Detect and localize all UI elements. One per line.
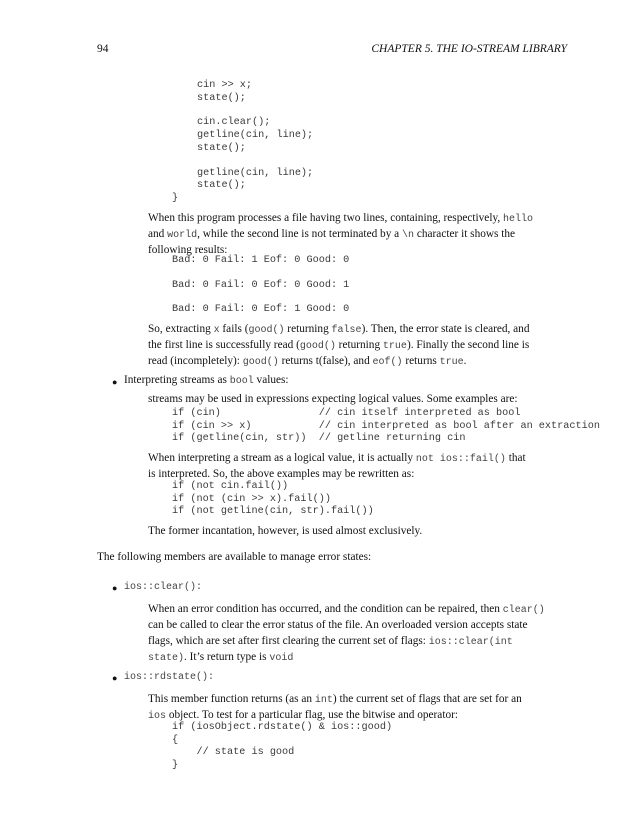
paragraph-line: So, extracting x fails (good() returning false). Then, the error state is cleared, and: [148, 323, 530, 336]
paragraph-line: When this program processes a file having two lines, containing, respectively, hello: [148, 212, 534, 225]
page-number: 94: [97, 43, 109, 55]
paragraph-line: state). It’s return type is void: [148, 651, 294, 664]
paragraph-line: flags, which are set after first clearing the current set of flags: ios::clear(int: [148, 635, 513, 648]
bullet-item: ios::rdstate():: [124, 672, 215, 683]
paragraph-line: read (incompletely): good() returns t(false), and eof() returns true.: [148, 355, 467, 368]
code-line: if (getline(cin, str)) // getline returning cin: [172, 433, 466, 444]
bullet-icon: ●: [112, 673, 118, 683]
code-line: getline(cin, line);: [197, 168, 314, 179]
code-line: }: [172, 760, 179, 771]
bullet-icon: ●: [112, 583, 118, 593]
paragraph-line: streams may be used in expressions expecting logical values. Some examples are:: [148, 393, 518, 405]
result-line: Bad: 0 Fail: 1 Eof: 0 Good: 0: [172, 255, 350, 266]
code-line: if (not getline(cin, str).fail()): [172, 506, 374, 517]
code-line: if (cin >> x) // cin interpreted as bool after an extraction: [172, 421, 600, 432]
code-line: if (not (cin >> x).fail()): [172, 494, 331, 505]
paragraph-line: following results:: [148, 244, 228, 256]
code-line: if (not cin.fail()): [172, 481, 289, 492]
code-line: state();: [197, 93, 246, 104]
code-line: getline(cin, line);: [197, 130, 314, 141]
paragraph-line: is interpreted. So, the above examples may be rewritten as:: [148, 468, 415, 480]
paragraph-line: and world, while the second line is not terminated by a \n character it shows the: [148, 228, 516, 241]
code-line: if (cin) // cin itself interpreted as bool: [172, 408, 521, 419]
code-line: // state is good: [172, 747, 295, 758]
code-line: }: [172, 193, 179, 204]
paragraph-line: ios object. To test for a particular flag, use the bitwise and operator:: [148, 709, 459, 722]
paragraph-line: When an error condition has occurred, and the condition can be repaired, then clear(): [148, 603, 545, 616]
code-line: cin.clear();: [197, 117, 271, 128]
code-line: cin >> x;: [197, 80, 253, 91]
code-line: state();: [197, 143, 246, 154]
paragraph-line: The following members are available to manage error states:: [97, 551, 372, 563]
paragraph-line: When interpreting a stream as a logical value, it is actually not ios::fail() that: [148, 452, 526, 465]
bullet-item: Interpreting streams as bool values:: [124, 374, 289, 387]
bullet-icon: ●: [112, 377, 118, 387]
paragraph-line: The former incantation, however, is used almost exclusively.: [148, 525, 423, 537]
paragraph-line: the first line is successfully read (good() returning true). Finally the second line is: [148, 339, 530, 352]
paragraph-line: can be called to clear the error status of the file. An overloaded version accepts state: [148, 619, 528, 631]
bullet-item: ios::clear():: [124, 582, 203, 593]
code-line: {: [172, 735, 179, 746]
result-line: Bad: 0 Fail: 0 Eof: 0 Good: 1: [172, 280, 350, 291]
result-line: Bad: 0 Fail: 0 Eof: 1 Good: 0: [172, 304, 350, 315]
chapter-title: CHAPTER 5. THE IO-STREAM LIBRARY: [371, 43, 567, 55]
paragraph-line: This member function returns (as an int) the current set of flags that are set for an: [148, 693, 522, 706]
code-line: if (iosObject.rdstate() & ios::good): [172, 722, 393, 733]
code-line: state();: [197, 180, 246, 191]
